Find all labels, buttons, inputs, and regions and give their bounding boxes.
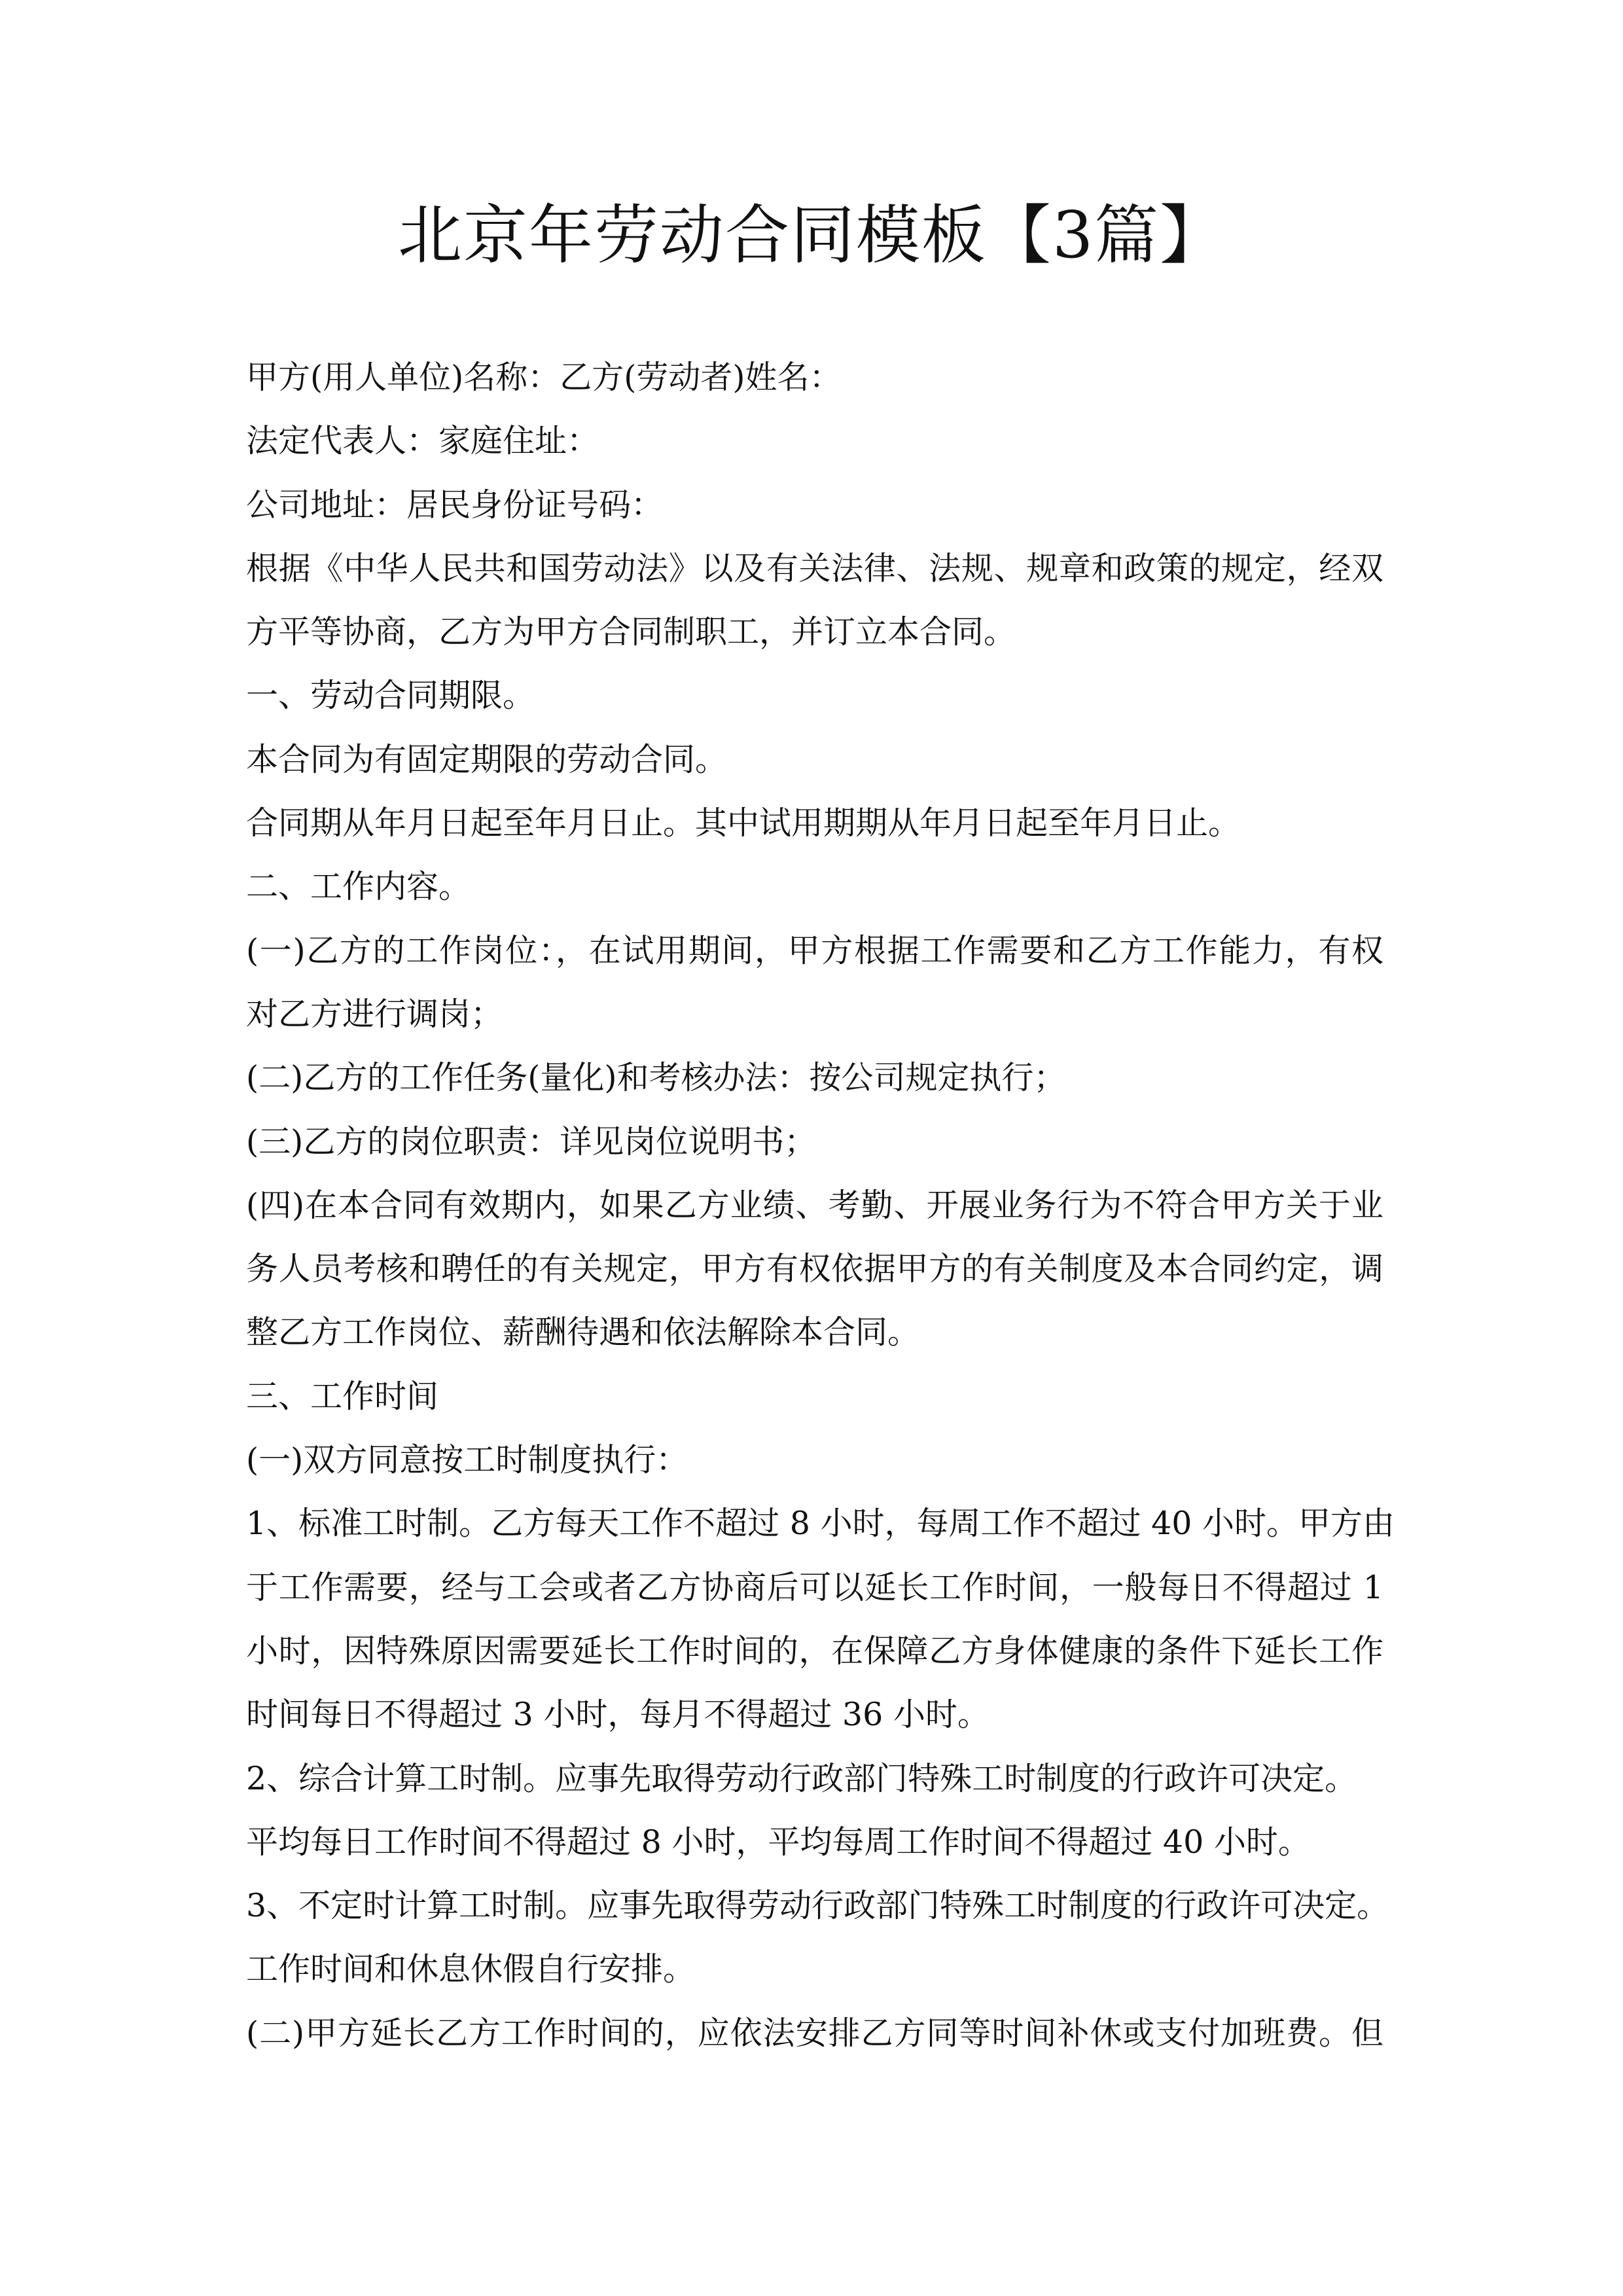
document-body [246, 346, 1395, 2065]
paragraph-line: (二)乙方的工作任务(量化)和考核办法：按公司规定执行； [246, 1059, 1066, 1097]
paragraph-line: 法定代表人：家庭住址： [246, 422, 599, 460]
paragraph-line: 本合同为有固定期限的劳动合同。 [246, 740, 728, 778]
paragraph-line: (三)乙方的岗位职责：详见岗位说明书； [246, 1122, 817, 1160]
paragraph-line: 1、标准工时制。乙方每天工作不超过 8 小时，每周工作不超过 40 小时。甲方由 [246, 1505, 1395, 1543]
paragraph-line: 2、综合计算工时制。应事先取得劳动行政部门特殊工时制度的行政许可决定。 [246, 1759, 1357, 1797]
paragraph-line: 根据《中华人民共和国劳动法》以及有关法律、法规、规章和政策的规定，经双 [246, 549, 1383, 587]
paragraph-line: 方平等协商，乙方为甲方合同制职工，并订立本合同。 [246, 613, 1016, 651]
paragraph-line: 整乙方工作岗位、薪酬待遇和依法解除本合同。 [246, 1314, 920, 1352]
paragraph-line: 时间每日不得超过 3 小时，每月不得超过 36 小时。 [246, 1696, 990, 1734]
paragraph-line: 于工作需要，经与工会或者乙方协商后可以延长工作时间，一般每日不得超过 1 [246, 1568, 1383, 1606]
paragraph-line: 平均每日工作时间不得超过 8 小时，平均每周工作时间不得超过 40 小时。 [246, 1823, 1310, 1861]
paragraph-line: (一)乙方的工作岗位：，在试用期间，甲方根据工作需要和乙方工作能力，有权 [246, 931, 1384, 969]
paragraph-line: 务人员考核和聘任的有关规定，甲方有权依据甲方的有关制度及本合同约定，调 [246, 1250, 1383, 1288]
section-heading: 二、工作内容。 [246, 868, 471, 906]
paragraph-line: 甲方(用人单位)名称：乙方(劳动者)姓名： [246, 359, 842, 396]
paragraph-line: 公司地址：居民身份证号码： [246, 486, 664, 524]
section-heading: 一、劳动合同期限。 [246, 677, 535, 715]
paragraph-line: 合同期从年月日起至年月日止。其中试用期期从年月日起至年月日止。 [246, 804, 1241, 842]
paragraph-line: (二)甲方延长乙方工作时间的，应依法安排乙方同等时间补休或支付加班费。但 [246, 2014, 1383, 2052]
paragraph-line: (四)在本合同有效期内，如果乙方业绩、考勤、开展业务行为不符合甲方关于业 [246, 1186, 1383, 1224]
paragraph-line: (一)双方同意按工时制度执行： [246, 1441, 688, 1479]
paragraph-line: 小时，因特殊原因需要延长工作时间的，在保障乙方身体健康的条件下延长工作 [246, 1632, 1383, 1670]
section-heading: 三、工作时间 [246, 1377, 439, 1415]
paragraph-line: 对乙方进行调岗； [246, 995, 503, 1033]
paragraph-line: 3、不定时计算工时制。应事先取得劳动行政部门特殊工时制度的行政许可决定。 [246, 1887, 1389, 1925]
paragraph-line: 工作时间和休息休假自行安排。 [246, 1950, 696, 1988]
document-title: 北京年劳动合同模板【3篇】 [397, 198, 1226, 273]
